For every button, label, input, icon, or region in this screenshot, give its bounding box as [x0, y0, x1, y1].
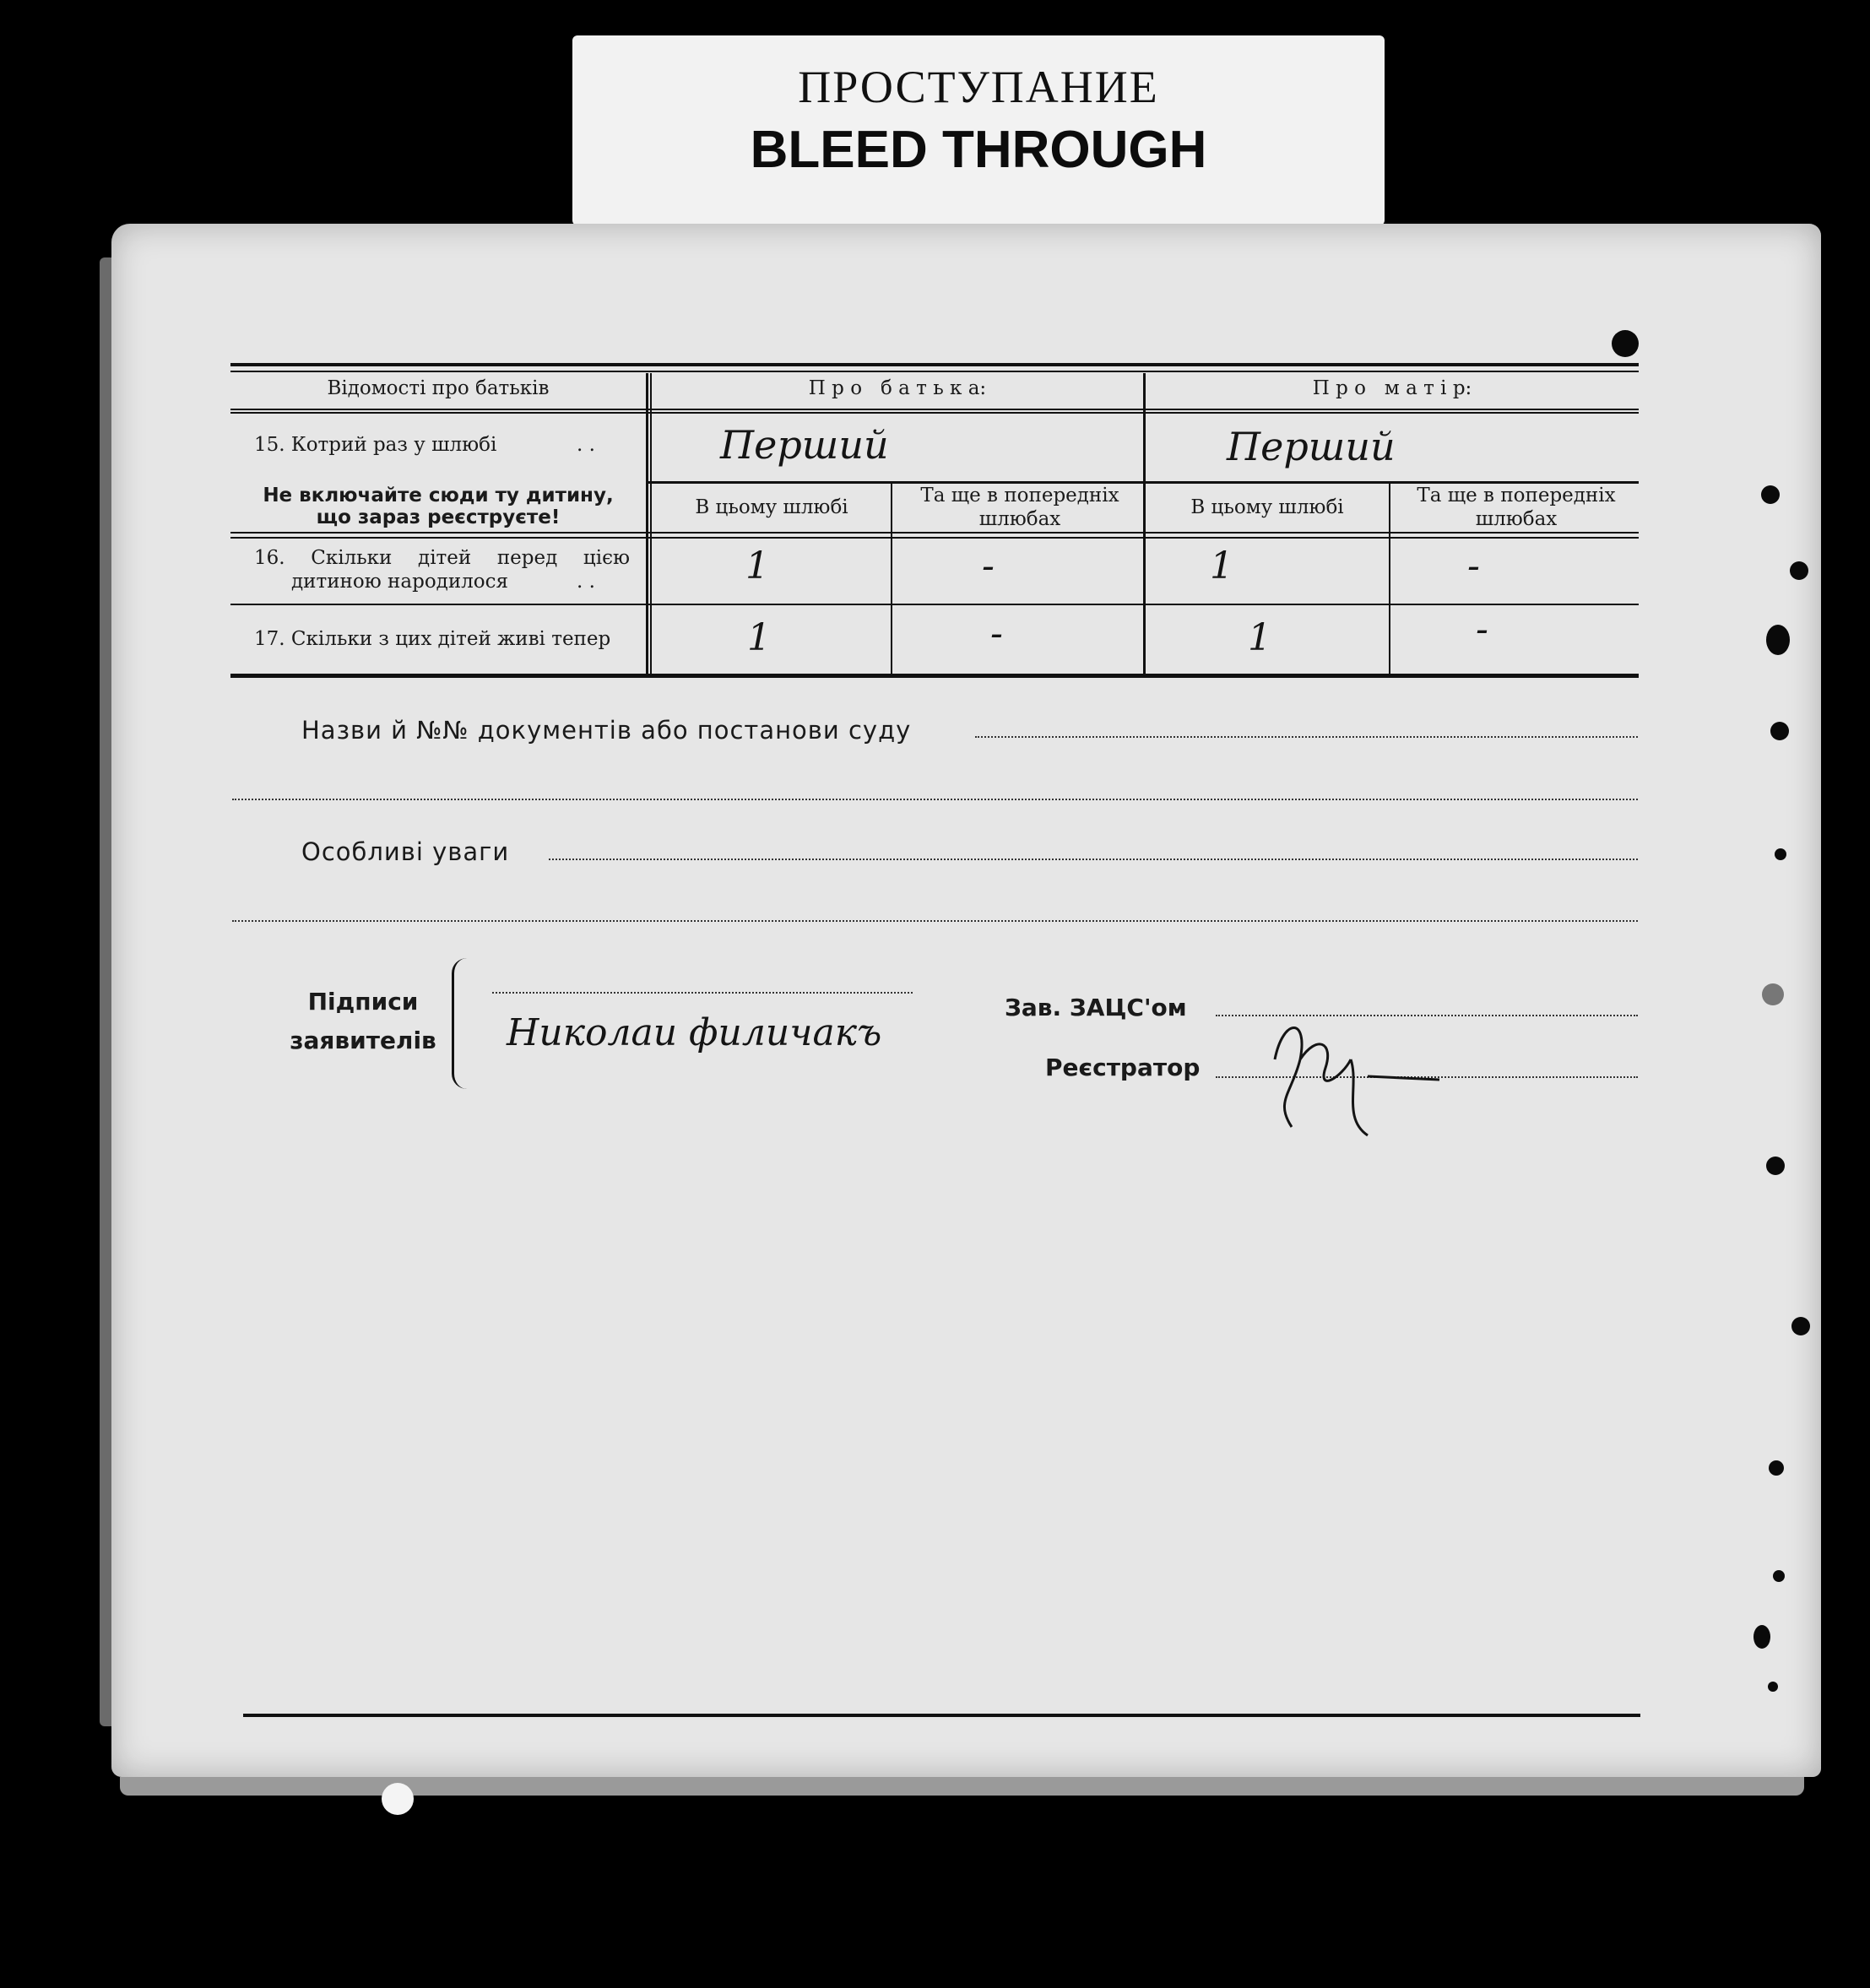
- header-about-mother: П р о м а т і р:: [1312, 377, 1472, 399]
- table-col-divider: [650, 373, 652, 675]
- label-line-english: BLEED THROUGH: [750, 121, 1207, 179]
- film-marker-dot: [382, 1783, 414, 1815]
- applicant-signature: Николаи филичакъ: [507, 1011, 882, 1054]
- binding-hole: [1761, 485, 1780, 504]
- row17-mother-prev: -: [1476, 608, 1488, 651]
- table-rule: [230, 537, 1639, 539]
- binding-hole: [1775, 848, 1786, 860]
- subhead-mother-this-marriage: В цьому шлюбі: [1190, 496, 1344, 518]
- row17-father-prev: -: [990, 612, 1003, 655]
- subhead-father-previous-marriages: Та ще в попередніх шлюбах: [920, 485, 1119, 530]
- binding-hole: [1773, 1570, 1785, 1582]
- signatures-brace: [452, 958, 473, 1089]
- table-rule: [230, 674, 1639, 678]
- binding-hole: [1753, 1625, 1770, 1649]
- table-col-divider: [1389, 484, 1390, 675]
- signatures-label-line2: заявителів: [290, 1027, 436, 1054]
- row17-father-this: 1: [747, 616, 771, 659]
- page-edge-left: [100, 257, 111, 1726]
- row17-label: 17. Скільки з цих дітей живі тепер: [254, 628, 611, 650]
- registrar-label: Реєстратор: [1045, 1054, 1201, 1081]
- row15-father-value: Перший: [720, 422, 889, 468]
- binding-hole: [1766, 1157, 1785, 1175]
- remarks-line: [549, 859, 1638, 860]
- table-rule: [230, 412, 1639, 414]
- binding-hole: [1790, 561, 1808, 580]
- table-rule: [230, 371, 1639, 372]
- note-line-2: що зараз реєструєте!: [316, 506, 561, 528]
- signatures-label-line1: Підписи: [307, 988, 419, 1016]
- bleed-through-label: [572, 35, 1385, 225]
- table-col-divider: [646, 373, 648, 675]
- row16-leader-dots: . .: [577, 571, 595, 593]
- page-edge-bottom: [120, 1777, 1804, 1796]
- remarks-label: Особливі уваги: [301, 837, 510, 866]
- documents-label: Назви й №№ документів або постанови суду: [301, 716, 912, 745]
- row15-mother-value: Перший: [1227, 424, 1396, 469]
- table-rule: [230, 363, 1639, 366]
- registrar-signature-mark: [1258, 1009, 1444, 1144]
- binding-hole: [1612, 330, 1639, 357]
- binding-hole: [1766, 625, 1790, 655]
- row15-label: 15. Котрий раз у шлюбі: [254, 434, 497, 456]
- row15-leader-dots: . .: [577, 434, 595, 456]
- row16-mother-this: 1: [1210, 544, 1233, 588]
- label-line-russian: ПРОСТУПАНИЕ: [798, 62, 1159, 112]
- binding-hole: [1770, 722, 1789, 740]
- note-line-1: Не включайте сюди ту дитину,: [263, 485, 614, 506]
- documents-line: [975, 736, 1638, 738]
- header-about-father: П р о б а т ь к а:: [808, 377, 987, 399]
- row16-mother-prev: -: [1467, 544, 1480, 588]
- table-rule: [230, 532, 1639, 534]
- subhead-mother-previous-marriages: Та ще в попередніх шлюбах: [1417, 485, 1616, 530]
- remarks-line-2: [232, 920, 1638, 922]
- table-rule: [230, 409, 1639, 410]
- row16-father-prev: -: [982, 544, 995, 588]
- page-bottom-rule: [243, 1714, 1640, 1717]
- table-rule: [230, 604, 1639, 605]
- documents-line-2: [232, 799, 1638, 800]
- row16-label-line1: 16. Скільки дітей перед цією: [254, 547, 630, 569]
- subhead-father-this-marriage: В цьому шлюбі: [695, 496, 848, 518]
- parents-info-table: [230, 363, 1639, 677]
- head-label: Зав. ЗАЦС'ом: [1005, 994, 1187, 1021]
- row16-label-line2: дитиною народилося: [291, 571, 509, 593]
- row17-mother-this: 1: [1248, 616, 1271, 659]
- table-col-divider: [1143, 373, 1146, 675]
- header-parents-info: Відомості про батьків: [327, 377, 550, 399]
- table-col-divider: [891, 484, 892, 675]
- binding-hole: [1769, 1460, 1784, 1476]
- signature-line-1: [492, 992, 913, 994]
- binding-hole: [1791, 1317, 1810, 1335]
- binding-hole: [1768, 1682, 1778, 1692]
- row16-father-this: 1: [745, 544, 769, 588]
- binding-hole: [1762, 983, 1784, 1005]
